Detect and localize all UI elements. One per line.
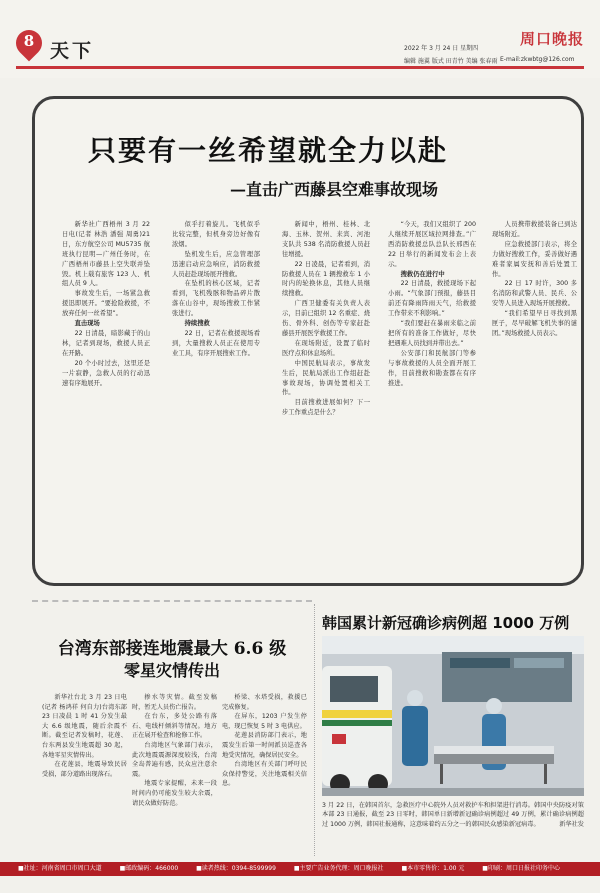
paragraph: 地震专家提醒，未来一段时间内仍可能发生较大余震，请民众做好防范。 <box>132 780 217 807</box>
news-photo <box>322 636 584 796</box>
paragraph: 似乎打着旋儿。飞机似乎比较完整，但机身旁边好像有浓烟。 <box>172 221 260 248</box>
taiwan-column-2 <box>132 693 217 843</box>
taiwan-column-3 <box>222 693 307 843</box>
newspaper-masthead: 周口晚报 <box>520 30 585 48</box>
section-title: 天下 <box>50 40 95 62</box>
paragraph: 广西卫健委有关负责人表示，目前已组织 12 名重症、烧伤、骨外科、创伤等专家赶赴藤县开展医学救援工作。 <box>282 300 370 337</box>
paragraph: “今天，我们又组织了 200 人继续开展区域拉网排查。”广西消防救援总队总队长邢西在 22 日举行的新闻发布会上表示。 <box>388 221 476 268</box>
feature-subhead: —直击广西藤县空难事故现场 <box>230 180 439 199</box>
footer-item: ■邮政编码：466000 <box>119 865 179 872</box>
feature-column-1 <box>62 220 150 566</box>
paragraph: 中国民航局表示，事故发生后，民航局派出工作组赶赴事故现场，协调处置相关工作。 <box>282 359 370 397</box>
paragraph: 22 日，记者在救援现场看到，大量搜救人员正在使用专业工具，有序开展搜索工作。 <box>172 329 260 357</box>
column-divider <box>314 604 315 856</box>
taiwan-headline-line2: 零星灾情传出 <box>123 661 220 680</box>
paragraph: 新华社广西梧州 3 月 22 日电(记者 林浩 潘强 周勇)21 日，东方航空公司 MU5735 航班执行昆明—广州任务时，在广西梧州市藤县上空失联并坠毁。机上载有旅客 123 人、机组人员 9 人。 <box>62 221 150 288</box>
footer-item: ■印刷：周口日报社印务中心 <box>482 865 560 872</box>
paragraph: 应急救援部门表示，将全力做好搜救工作，妥善做好遇难者家属安抚和善后处置工作。 <box>492 240 577 278</box>
footer-item: ■主要广告业务代理：周口晚报社 <box>293 865 384 872</box>
paragraph: 22 日凌晨，记者看到，消防救援人员在 1 辆搜救车 1 小时内的轮换休息，其他人员继续搜救。 <box>282 260 370 298</box>
photo-credit: 新华社发 <box>559 820 584 828</box>
subheading: 持续搜救 <box>184 320 210 328</box>
page-header <box>0 0 600 78</box>
paragraph: 花莲县消防部门表示，地震发生后第一时间派员巡查各地受灾情况，确保居民安全。 <box>222 732 307 759</box>
paragraph: 新华社台北 3 月 23 日电(记者 杨鸿祥 何自力)台湾东部 23 日凌晨 1 时 41 分发生最大 6.6 级地震，随后余震不断。截至记者发稿时，花莲、台东两县发生地震超 30 起，各地零星灾情传出。 <box>42 694 127 759</box>
paragraph: 桥梁、水塔受损，救援已完成修复。 <box>222 694 307 711</box>
editor-credits: 编辑 施翼 版式 田青竹 美编 张春雨 <box>404 58 498 65</box>
paragraph: “我们希望早日寻找到黑匣子，尽早破解飞机失事的谜团。”现场救援人员表示。 <box>492 310 577 337</box>
paragraph: 人员携带救援装备已到达现场附近。 <box>492 221 577 238</box>
photo-caption <box>322 801 584 829</box>
paragraph: 在台东，多处公路有落石、电线杆倾斜等情况。地方正在展开检查和抢修工作。 <box>132 713 217 740</box>
paragraph: 在花莲县，地震导致民居受损，部分道路出现落石。 <box>42 761 127 778</box>
korea-headline: 韩国累计新冠确诊病例超 1000 万例 <box>322 614 570 632</box>
paragraph: 新闻中，梧州、桂林、北海、玉林、贺州、来宾、河池支队共 538 名消防救援人员赶往增援。 <box>282 221 370 258</box>
taiwan-column-1 <box>42 693 127 843</box>
caption-text: 3 月 22 日，在韩国首尔，急救医疗中心院外人员对救护车和担架进行消毒。韩国中央防疫对策本部 23 日通报，截至 23 日零时，韩国单日新增新冠确诊病例超过 49 万例，累计确诊病例超过 1000 万例，韩国社报通称，这意味着约五分之一的韩国民众感染新冠病毒。 <box>322 802 584 828</box>
paragraph: 公安部门和民航部门等参与事故救援的人员全面开展工作，目前搜救和勘查都在有序推进。 <box>388 349 476 387</box>
page-footer <box>0 862 600 876</box>
dashed-divider <box>32 600 312 602</box>
feature-column-3 <box>282 220 370 566</box>
paragraph: 坠机发生后，应急管理部迅速启动应急响应，消防救援人员赶赴现场展开搜救。 <box>172 250 260 278</box>
footer-item: ■社址：河南省周口市周口大道 <box>18 865 102 872</box>
paragraph: 20 个小时过去，这里还是一片寂静，急救人员的行动迅速有序地展开。 <box>62 359 150 387</box>
contact-email: E-mail:zkwbtg@126.com <box>500 56 575 63</box>
paragraph: 22 日 17 时许，300 多名消防和武警人员、民兵、公安等人员进入现场开展搜救。 <box>492 280 577 308</box>
paragraph: 事故发生后，一场紧急救援迅即展开。“要抢险救援，不放弃任何一丝希望”。 <box>62 290 150 318</box>
paragraph: 22 日清晨，暗影藏于的山林，记者到现场，救援人员正在开路。 <box>62 329 150 357</box>
paragraph: 在现场附近，设置了临时医疗点和休息场所。 <box>282 339 370 357</box>
feature-headline: 只要有一丝希望就全力以赴 <box>88 134 449 167</box>
paragraph: 目前搜救进展如何？下一步工作重点是什么？ <box>282 399 370 417</box>
feature-column-5 <box>492 220 577 566</box>
issue-date: 2022 年 3 月 24 日 星期四 <box>404 45 479 52</box>
paragraph: 台湾地区有关部门呼吁民众保持警觉，关注地震相关信息。 <box>222 761 307 788</box>
subheading: 直击现场 <box>74 320 100 328</box>
paragraph: 在屏东，1203 户发生停电，现已恢复 5 时 3 电供应。 <box>222 713 307 730</box>
paragraph: 22 日清晨，救援现场下起小雨。“气象部门预报，藤县目前还有降雨阵雨天气，给救援工作带来不利影响。” <box>388 280 476 318</box>
feature-column-2 <box>172 220 260 566</box>
paragraph: 在坠机的核心区域，记者看到，飞机残骸和物品碎片散落在山谷中，现场搜救工作紧张进行。 <box>172 280 260 318</box>
taiwan-headline: 台湾东部接连地震最大 6.6 级 <box>57 639 287 659</box>
page-number-badge <box>16 30 42 64</box>
ambulance-scene-image <box>322 636 584 796</box>
footer-item: ■本市零售价：1.00 元 <box>401 865 465 872</box>
paragraph: 掺水等灾情。截至发稿时，暂无人员伤亡报告。 <box>132 694 217 711</box>
page-number: 8 <box>23 32 35 50</box>
footer-item: ■读者热线：0394-8599999 <box>196 865 276 872</box>
feature-column-4 <box>388 220 476 566</box>
header-divider <box>16 66 584 69</box>
paragraph: 台湾地区气象部门表示，此次地震震源深度较浅，台湾全岛普遍有感，民众应注意余震。 <box>132 741 217 778</box>
paragraph: “我们要赶在暴雨来临之前把所有的准备工作做好，尽快把遇难人员找到并带出去。” <box>388 320 476 347</box>
subheading: 搜救仍在进行中 <box>400 270 445 278</box>
